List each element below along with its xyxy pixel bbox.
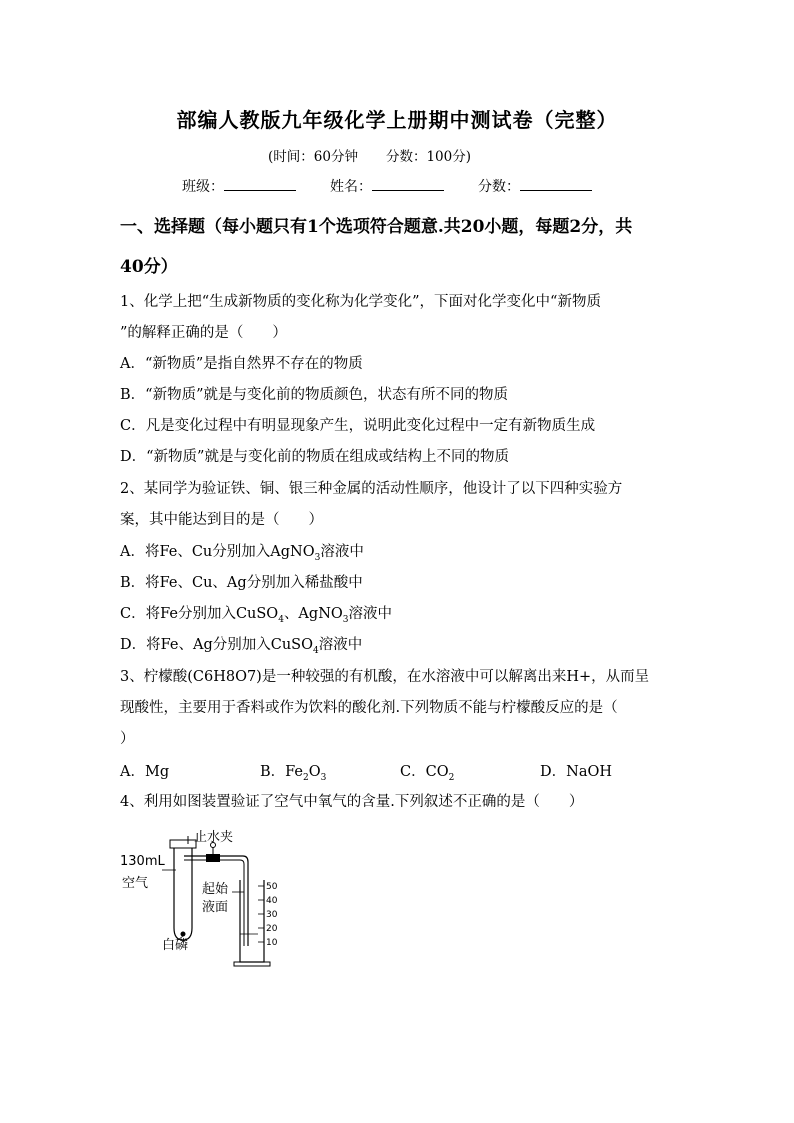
page-title: 部编人教版九年级化学上册期中测试卷（完整） [176,108,618,132]
q3-stem-line2: 现酸性，主要用于香料或作为饮料的酸化剂.下列物质不能与柠檬酸反应的是（ [120,700,618,716]
section-heading-line2: 40分） [120,257,178,277]
exam-time-score [268,145,471,165]
q4-stem: 4、利用如图装置验证了空气中氧气的含量.下列叙述不正确的是（ ） [120,794,584,810]
class-blank [224,176,296,191]
q1-option-b: B．“新物质”就是与变化前的物质颜色，状态有所不同的物质 [120,387,508,403]
q2-stem-line1: 2、某同学为验证铁、铜、银三种金属的活动性顺序，他设计了以下四种实验方 [120,481,623,497]
air-label: 空气 [122,876,149,891]
apparatus-figure [118,822,278,972]
q1-option-a: A．“新物质”是指自然界不存在的物质 [120,356,363,372]
test-tube [174,842,192,940]
q2-option-c: C．将Fe分别加入CuSO$_4$、AgNO$_3$溶液中 [120,606,393,625]
q1-stem-line1: 1、化学上把“生成新物质的变化称为化学变化”，下面对化学变化中“新物质 [120,294,601,310]
exam-total-score: 分数：100分) [385,149,471,165]
name-blank [372,176,444,191]
q1-stem-line2: ”的解释正确的是（ ） [120,325,287,341]
q1-option-d: D．“新物质”就是与变化前的物质在组成或结构上不同的物质 [120,449,509,465]
clamp-icon [206,854,220,862]
q3-options [120,760,680,783]
q2-option-b: B．将Fe、Cu、Ag分别加入稀盐酸中 [120,575,363,591]
start-level-label-1: 起始 [202,882,229,897]
tick-20: 20 [266,924,278,934]
stopper [170,840,196,848]
class-label: 班级： [182,179,224,195]
q3-option-c: C．$CO_2$ [400,764,455,783]
exam-time: (时间：60分钟 [268,149,358,165]
q3-stem-line1: 3、柠檬酸(C6H8O7)是一种较强的有机酸，在水溶液中可以解离出来H+，从而呈 [120,669,650,685]
q1-option-c: C．凡是变化过程中有明显现象产生，说明此变化过程中一定有新物质生成 [120,418,596,434]
q2-option-a: A．将Fe、Cu分别加入AgNO$_3$溶液中 [120,544,364,563]
phosphorus-label: 白磷 [162,938,189,953]
score-label: 分数： [478,179,520,195]
q2-option-d: D．将Fe、Ag分别加入CuSO$_4$溶液中 [120,637,363,656]
q3-stem-line3: ） [120,731,135,747]
q3-option-a: A．Mg [120,764,170,780]
tick-10: 10 [266,938,278,948]
volume-label: 130mL [120,854,165,869]
q2-stem-line2: 案，其中能达到目的是（ ） [120,512,323,528]
tick-40: 40 [266,896,278,906]
name-label: 姓名： [330,179,372,195]
tick-50: 50 [266,882,278,892]
q3-option-b: B．$Fe_2O_3$ [260,764,327,783]
q3-option-d: D．NaOH [540,764,612,780]
student-info-row [182,176,592,196]
tick-30: 30 [266,910,278,920]
clamp-label: 止水夹 [194,830,234,845]
score-blank [520,176,592,191]
section-heading-line1: 一、选择题（每小题只有1个选项符合题意.共20小题，每题2分，共 [120,217,633,237]
start-level-label-2: 液面 [202,900,229,915]
